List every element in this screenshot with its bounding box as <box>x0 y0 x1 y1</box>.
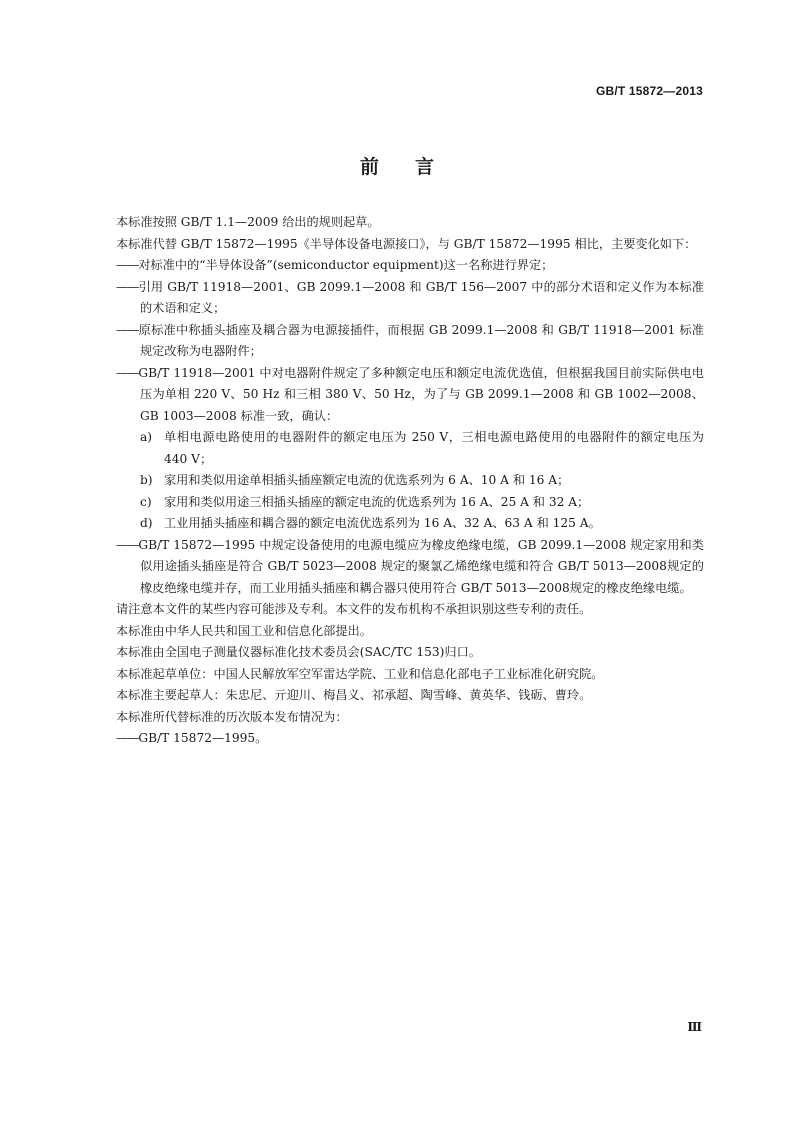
list-item-text: GB/T 15872—1995。 <box>138 731 268 745</box>
paragraph-replacement: 本标准代替 GB/T 15872—1995《半导体设备电源接口》，与 GB/T 15872—1995 相比，主要变化如下： <box>116 236 697 251</box>
list-item-text: 对标准中的“半导体设备”(semiconductor equipment)这一名称进行界定； <box>138 258 554 272</box>
list-item-history-1 <box>92 728 704 750</box>
sub-item-b <box>92 470 704 492</box>
paragraph-drafting-rules: 本标准按照 GB/T 1.1—2009 给出的规则起草。 <box>116 215 380 229</box>
list-item-change-4 <box>92 363 704 428</box>
list-item-change-3 <box>92 320 704 363</box>
list-item-text: 原标准中称插头插座及耦合器为电源接插件，而根据 GB 2099.1—2008 和 GB/T 11918—2001 标准规定改称为电器附件； <box>138 322 704 358</box>
paragraph-administered-by: 本标准由全国电子测量仪器标准化技术委员会(SAC/TC 153)归口。 <box>116 645 481 659</box>
sub-item-d <box>92 513 704 535</box>
sub-item-label: c) <box>140 494 152 509</box>
list-item-change-2 <box>92 277 704 320</box>
paragraph-patent-notice: 请注意本文件的某些内容可能涉及专利。本文件的发布机构不承担识别这些专利的责任。 <box>116 602 592 616</box>
list-item-change-5 <box>92 535 704 600</box>
sub-item-label: d) <box>140 516 153 530</box>
list-item-text: GB/T 11918—2001 中对电器附件规定了多种额定电压和额定电流优选值，但根据我国目前实际供电电压为单相 220 V、50 Hz 和三相 380 V、50 Hz，为了与 GB 2099.1—2008 和 GB 1002—2008、GB 1003—2008 标准一致，确认： <box>138 365 704 423</box>
dash-mark: —— <box>116 537 139 552</box>
page-number: Ⅲ <box>687 1020 702 1034</box>
sub-item-label: a) <box>140 430 153 444</box>
list-item-change-1 <box>92 255 704 277</box>
sub-item-text: 家用和类似用途三相插头插座的额定电流的优选系列为 16 A、25 A 和 32 A； <box>164 494 590 509</box>
document-body <box>92 212 704 750</box>
sub-item-label: b) <box>140 473 153 487</box>
dash-mark: —— <box>116 365 139 380</box>
sub-item-text: 单相电源电路使用的电器附件的额定电压为 250 V，三相电源电路使用的电器附件的额定电压为 440 V； <box>164 430 704 466</box>
page-title: 前言 <box>359 156 470 178</box>
sub-item-a <box>92 427 704 470</box>
sub-item-text: 家用和类似用途单相插头插座额定电流的优选系列为 6 A、10 A 和 16 A； <box>164 473 570 487</box>
paragraph-proposed-by: 本标准由中华人民共和国工业和信息化部提出。 <box>116 623 372 638</box>
paragraph-drafters: 本标准主要起草人：朱忠尼、亓迎川、梅昌义、祁承超、陶雪峰、黄英华、钱砺、曹玲。 <box>116 688 592 702</box>
sub-item-text: 工业用插头插座和耦合器的额定电流优选系列为 16 A、32 A、63 A 和 125 A。 <box>164 516 601 530</box>
dash-mark: —— <box>116 258 139 272</box>
dash-mark: —— <box>116 322 139 337</box>
paragraph-history-intro: 本标准所代替标准的历次版本发布情况为： <box>116 709 348 724</box>
dash-mark: —— <box>116 731 139 745</box>
list-item-text: GB/T 15872—1995 中规定设备使用的电源电缆应为橡皮绝缘电缆，GB 2099.1—2008 规定家用和类似用途插头插座是符合 GB/T 5023—2008 规定的聚氯乙烯绝缘电缆和符合 GB/T 5013—2008规定的橡皮绝缘电缆并存，而工业用插头插座和耦合器只使用符合 GB/T 5013—2008规定的橡皮绝缘电缆。 <box>138 537 704 595</box>
standard-number: GB/T 15872—2013 <box>595 84 703 98</box>
dash-mark: —— <box>116 279 139 294</box>
paragraph-drafting-units: 本标准起草单位：中国人民解放军空军雷达学院、工业和信息化部电子工业标准化研究院。 <box>116 666 604 681</box>
list-item-text: 引用 GB/T 11918—2001、GB 2099.1—2008 和 GB/T 156—2007 中的部分术语和定义作为本标准的术语和定义； <box>138 279 704 315</box>
sub-item-c <box>92 492 704 514</box>
